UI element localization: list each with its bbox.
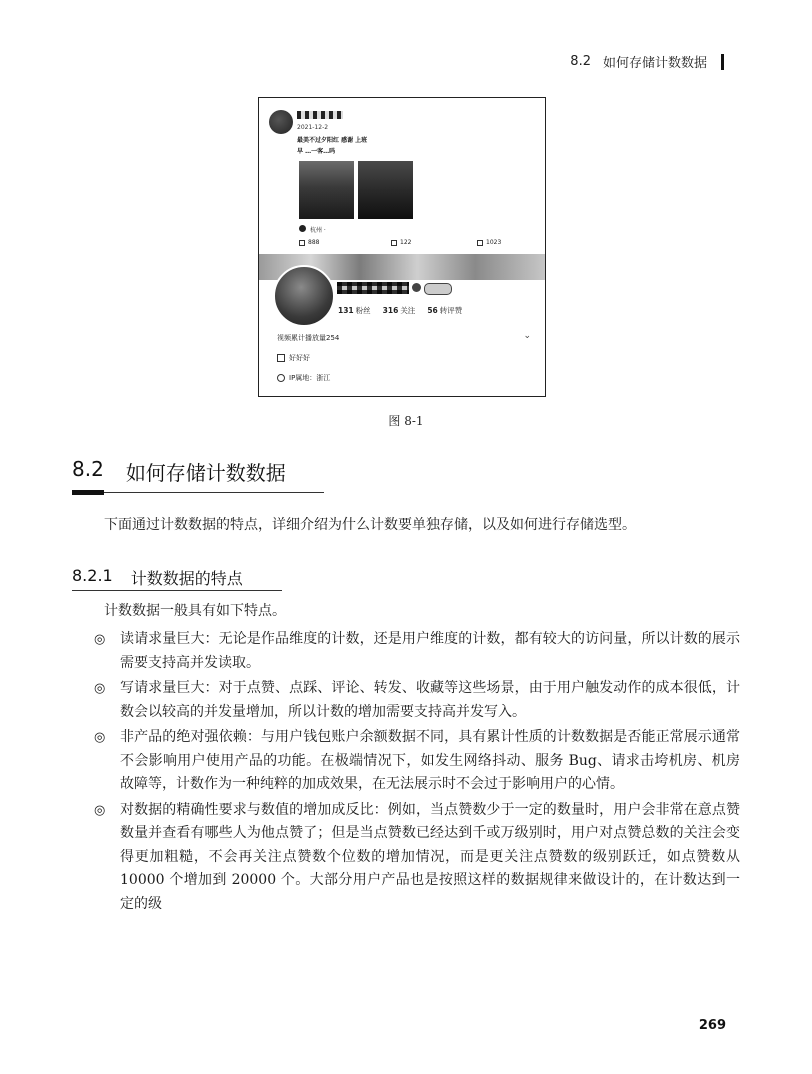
bullet-mark: ◎ [94, 730, 106, 745]
comment-count: 122 [400, 239, 412, 246]
like-stat [477, 239, 501, 246]
ip-location-icon [277, 374, 285, 382]
bullet-mark: ◎ [94, 802, 106, 818]
section-rule-accent [72, 490, 104, 495]
post-text-line1: 最美不过夕阳红 感谢 上班 [297, 137, 368, 144]
post-location: 杭州 · [310, 227, 326, 234]
section-heading [72, 457, 286, 486]
list-item: ◎ 读请求量巨大：无论是作品维度的计数，还是用户维度的计数，都有较大的访问量，所以计数的展示需要支持高并发读取。 [80, 628, 740, 675]
list-item: ◎ 非产品的绝对强依赖：与用户钱包账户余额数据不同，具有累计性质的计数数据是否能正常展示通常不会影响用户使用产品的功能。在极端情况下，如发生网络抖动、服务 Bug、请求击垮机房、机房故障等，计数作为一种纯粹的加成效果，在无法展示时不会过于影响用户的心情。 [80, 726, 740, 797]
subsection-heading [72, 566, 243, 589]
followers-stat: 131 粉丝 [338, 306, 371, 315]
repost-icon [299, 240, 305, 246]
post-image-2 [358, 161, 413, 219]
running-header [570, 52, 724, 71]
video-views: 视频累计播放量254 [277, 334, 340, 342]
bio-text: 好好好 [289, 354, 310, 362]
document-icon [277, 354, 285, 362]
page-number: 269 [698, 1018, 726, 1033]
following-stat: 316 关注 [382, 306, 416, 315]
figure-caption: 图 8-1 [388, 414, 424, 428]
subsection-rule [72, 590, 282, 591]
comment-icon [391, 240, 397, 246]
repost-stat [299, 239, 319, 246]
running-header-title: 如何存储计数数据 [602, 56, 707, 71]
header-bar [721, 54, 724, 70]
verified-badge-icon [412, 283, 421, 292]
subsection-number: 8.2.1 [72, 566, 113, 585]
post-text-line2: 早 …一客…吗 [297, 148, 336, 155]
follow-stats [338, 305, 462, 316]
repost-count: 888 [308, 239, 320, 246]
bio-row [277, 353, 310, 363]
intro-paragraph: 下面通过计数数据的特点，详细介绍为什么计数要单独存储，以及如何进行存储选型。 [104, 517, 636, 533]
level-badge [424, 283, 452, 295]
like-count: 1023 [486, 239, 502, 246]
comment-stat [391, 239, 411, 246]
post-image-1 [299, 161, 354, 219]
ip-row [277, 373, 330, 383]
post-date: 2021-12-2 [297, 124, 329, 131]
list-item: ◎ 写请求量巨大：对于点赞、点踩、评论、转发、收藏等这些场景，由于用户触发动作的成本很低，计数会以较高的并发量增加，所以计数的增加需要支持高并发写入。 [80, 677, 740, 724]
section-number: 8.2 [72, 457, 104, 481]
post-username-redacted [297, 111, 343, 119]
chevron-down-icon: ⌄ [523, 331, 531, 341]
thumbs-up-icon [477, 240, 483, 246]
bullet-list [80, 628, 740, 918]
section-title: 如何存储计数数据 [125, 461, 286, 485]
running-header-number: 8.2 [570, 54, 591, 69]
profile-avatar [273, 265, 335, 327]
figure-screenshot [258, 97, 546, 397]
lead-paragraph: 计数数据一般具有如下特点。 [104, 603, 286, 619]
post-avatar [269, 110, 293, 134]
bullet-mark: ◎ [94, 681, 106, 696]
list-item: ◎ 对数据的精确性要求与数值的增加成反比：例如，当点赞数少于一定的数量时，用户会非常在意点赞数量并查看有哪些人为他点赞了；但是当点赞数已经达到千或万级别时，用户对点赞总数的关注会变得更加粗糙，不会再关注点赞数个位数的增加情况，而是更关注点赞数的级别跃迁，如点赞数从 10000 个增加到 20000 个。大部分用户产品也是按照这样的数据规律来做设计的，在计数达到一定的级 [80, 799, 740, 917]
bullet-mark: ◎ [94, 632, 106, 647]
location-pin-icon [299, 225, 306, 232]
profile-name-redacted [337, 282, 409, 294]
ip-text: IP属地：浙江 [289, 374, 331, 382]
likes-stat: 56 转评赞 [427, 306, 463, 315]
section-rule [72, 492, 324, 493]
subsection-title: 计数数据的特点 [130, 569, 243, 588]
